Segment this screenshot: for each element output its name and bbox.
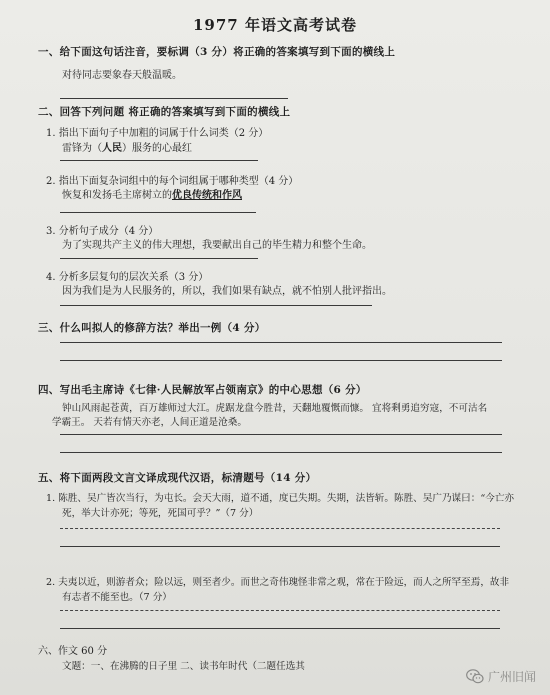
answer-line <box>60 160 258 161</box>
answer-line <box>60 434 502 435</box>
bold-word: 人民 <box>102 143 122 154</box>
poem-line-1: 钟山风雨起苍黄，百万雄师过大江。虎踞龙盘今胜昔，天翻地覆慨而慷。 宜将剩勇追穷寇，不可沽名 <box>62 403 488 414</box>
watermark-text: 广州旧闻 <box>487 670 536 684</box>
question-2-2-text: 恢复和发扬毛主席树立的优良传统和作风 <box>62 190 242 201</box>
answer-line <box>60 98 288 99</box>
page-title: 1977 年语文高考试卷 <box>193 16 357 34</box>
section-3-heading: 三、什么叫拟人的修辞方法？举出一例（4 分） <box>38 322 266 334</box>
question-2-4-text: 因为我们是为人民服务的，所以，我们如果有缺点，就不怕别人批评指出。 <box>62 286 392 297</box>
section-1-heading: 一、给下面这句话注音，要标调（3 分）将正确的答案填写到下面的横线上 <box>38 46 396 58</box>
section-6-heading: 六、作文 60 分 <box>38 646 108 657</box>
answer-line <box>60 452 502 453</box>
section-4-heading: 四、写出毛主席诗《七律·人民解放军占领南京》的中心思想（6 分） <box>38 384 367 396</box>
answer-line <box>60 212 256 213</box>
answer-line <box>60 360 502 361</box>
question-2-4-prompt: 4. 分析多层复句的层次关系（3 分） <box>46 272 209 283</box>
section-2-heading: 二、回答下列问题 将正确的答案填写到下面的横线上 <box>38 106 291 118</box>
answer-line <box>60 546 500 547</box>
wechat-icon <box>466 669 484 684</box>
answer-line <box>60 305 372 306</box>
passage-2-line-2: 有志者不能至也。（7 分） <box>62 592 172 603</box>
question-2-3-text: 为了实现共产主义的伟大理想，我要献出自己的毕生精力和整个生命。 <box>62 240 372 251</box>
answer-line <box>60 528 500 529</box>
question-2-3-prompt: 3. 分析句子成分（4 分） <box>46 226 159 237</box>
section-5-heading: 五、将下面两段文言文译成现代汉语，标清题号（14 分） <box>38 472 317 484</box>
answer-line <box>60 258 258 259</box>
essay-topics: 文题：一、在沸腾的日子里 二、读书年时代（二题任选其 <box>62 661 305 672</box>
poem-line-2: 学霸王。 天若有情天亦老，人间正道是沧桑。 <box>52 417 247 428</box>
section-1-sentence: 对待同志要象春天般温暖。 <box>62 70 182 81</box>
bold-phrase: 优良传统和作风 <box>172 190 242 201</box>
answer-line <box>60 610 500 611</box>
watermark <box>466 668 536 685</box>
answer-line <box>60 342 502 343</box>
answer-line <box>60 628 500 629</box>
question-2-1-prompt: 1. 指出下面句子中加粗的词属于什么词类（2 分） <box>46 128 269 139</box>
passage-1-line-1: 1. 陈胜、吴广皆次当行，为屯长。会天大雨，道不通，度已失期。失期，法皆斩。陈胜、吴广乃谋曰：“今亡亦 <box>46 493 515 504</box>
passage-2-line-1: 2. 夫夷以近，则游者众；险以远，则至者少。而世之奇伟瑰怪非常之观，常在于险远，而人之所罕至焉，故非 <box>46 577 510 588</box>
passage-1-line-2: 死，举大计亦死；等死，死国可乎？”（7 分） <box>62 508 259 519</box>
question-2-1-text: 雷锋为（人民）服务的心最红 <box>62 143 192 154</box>
question-2-2-prompt: 2. 指出下面复杂词组中的每个词组属于哪种类型（4 分） <box>46 176 299 187</box>
